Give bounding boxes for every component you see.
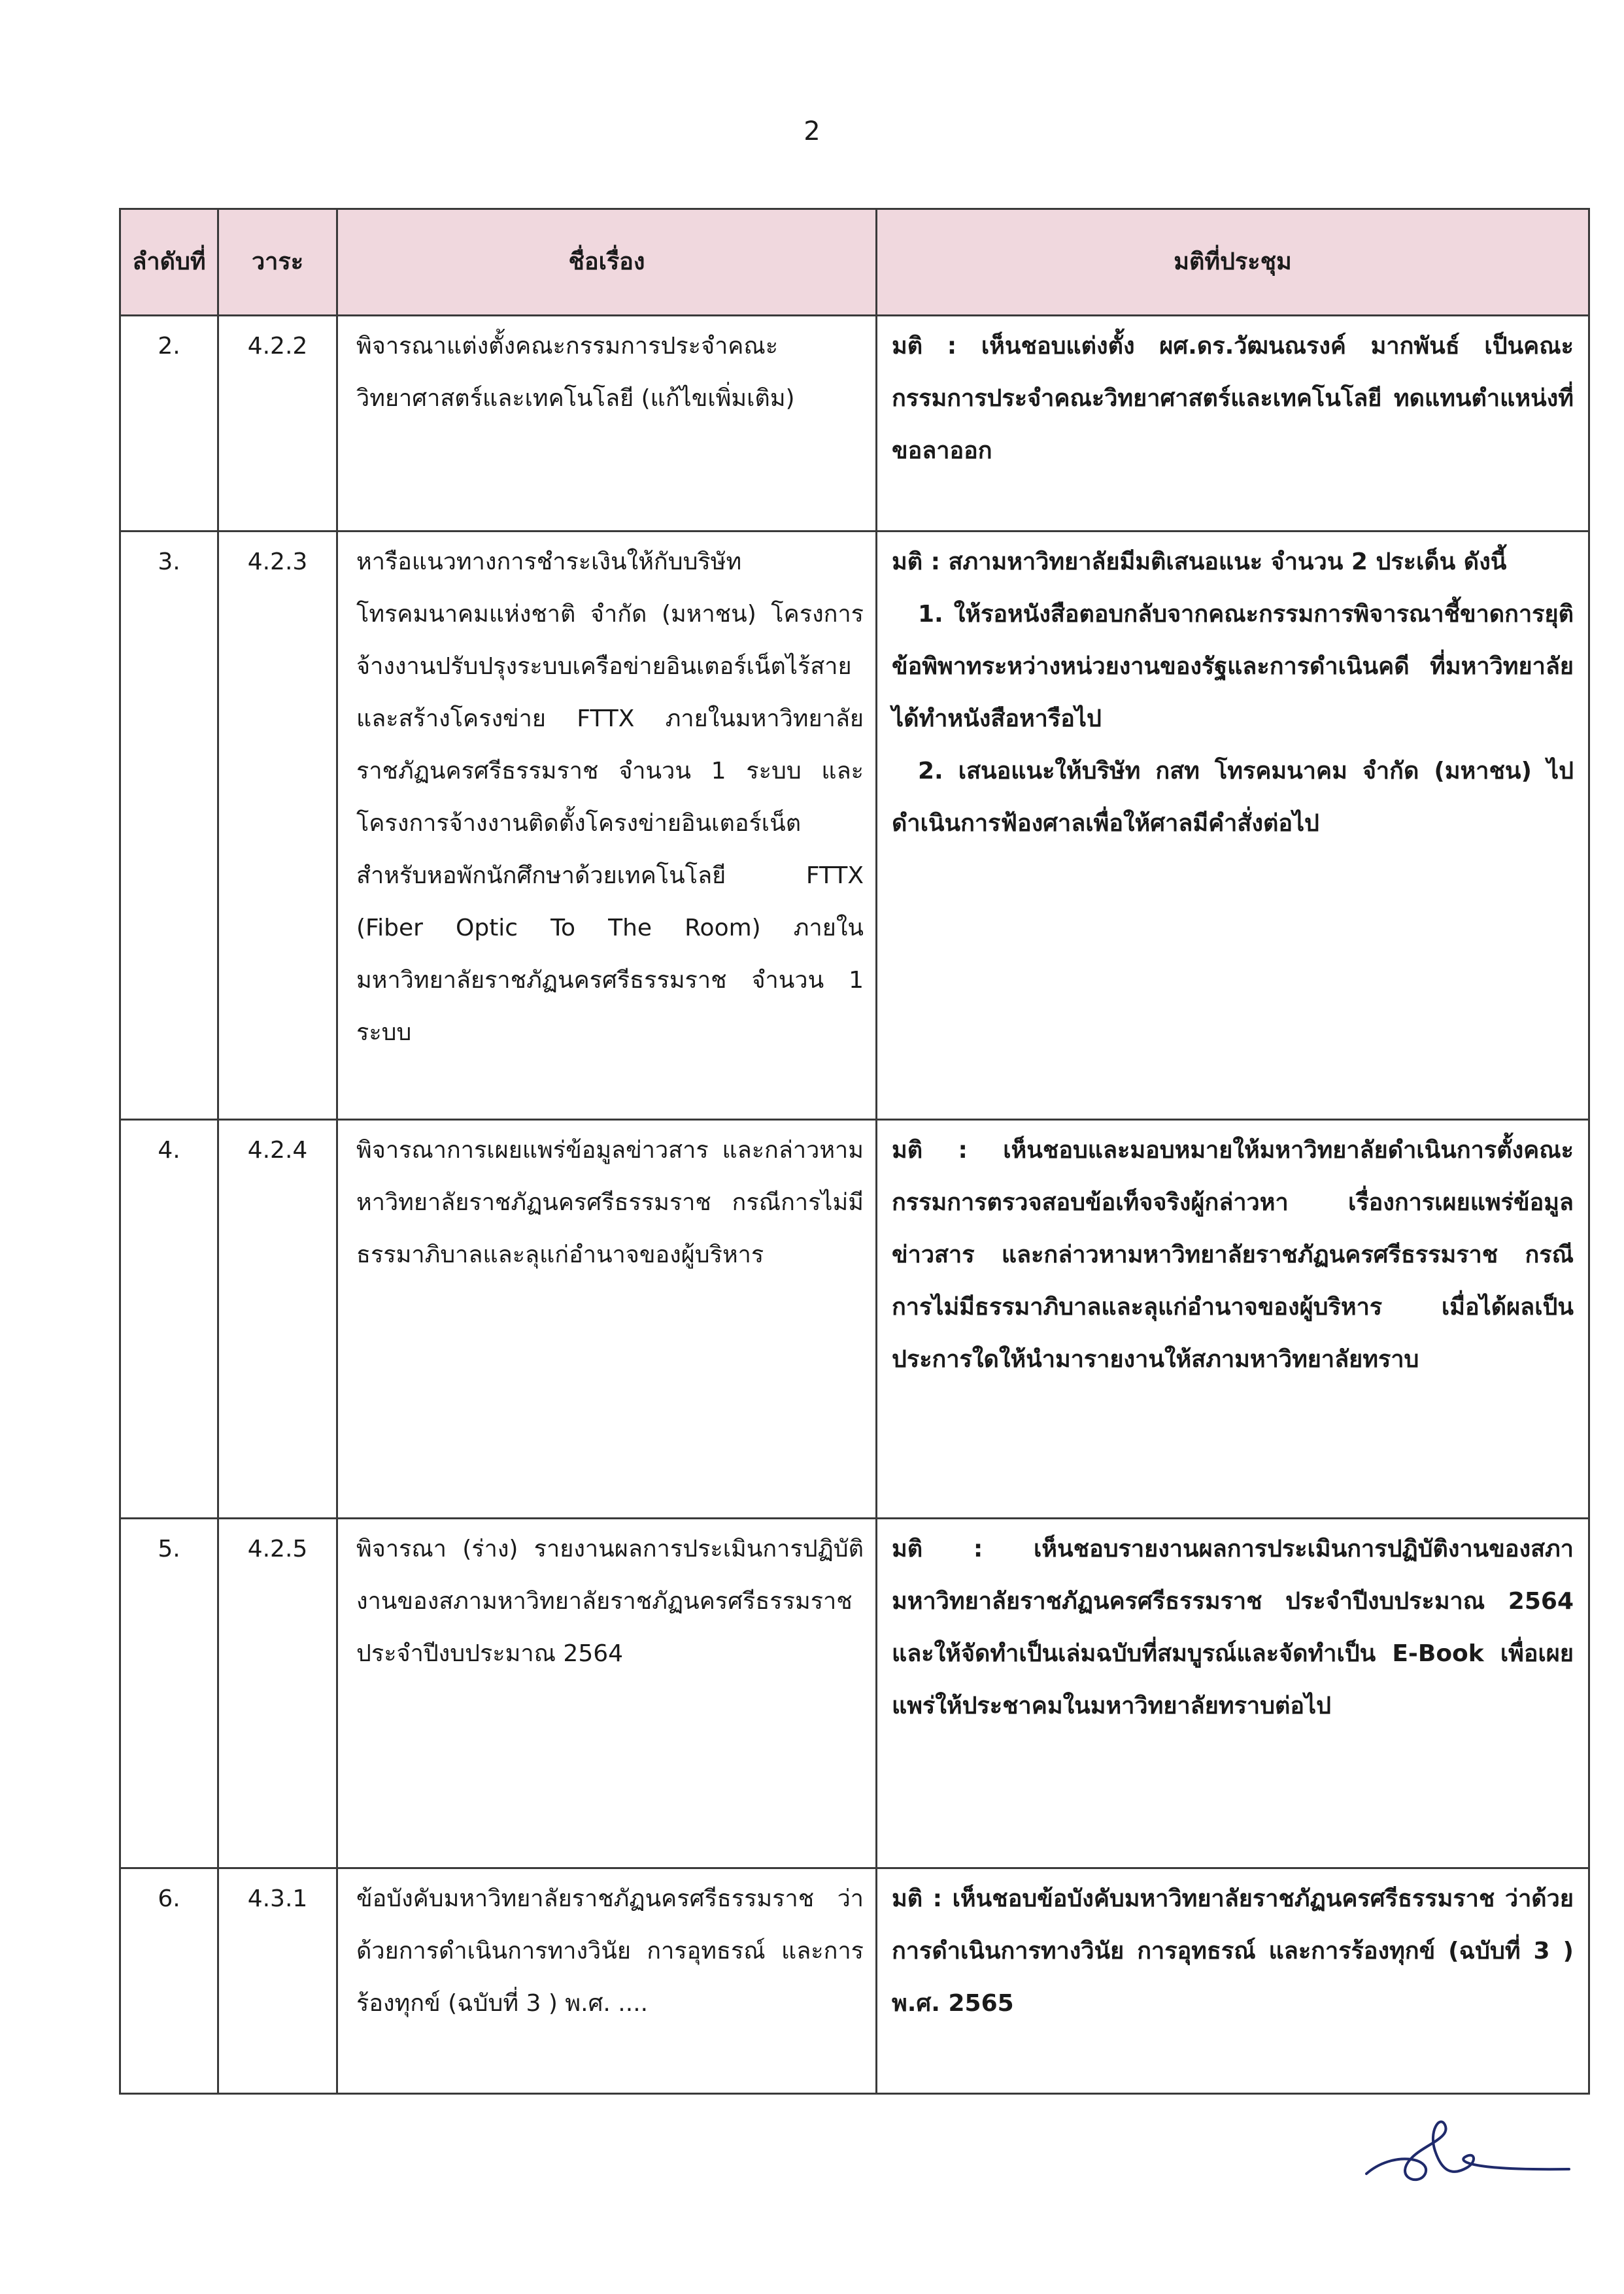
row-topic: พิจารณาการเผยแพร่ข้อมูลข่าวสาร และกล่าวหามหาวิทยาลัยราชภัฏนครศรีธรรมราช กรณีการไม่มีธรรมาภิบาลและลุแก่อำนาจของผู้บริหาร	[337, 1120, 877, 1519]
row-resolution	[877, 1868, 1589, 2094]
signature-mark	[1353, 2112, 1582, 2190]
resolution-item: 1. ให้รอหนังสือตอบกลับจากคณะกรรมการพิจารณาชี้ขาดการยุติข้อพิพาทระหว่างหน่วยงานของรัฐและการดำเนินคดี ที่มหาวิทยาลัยได้ทำหนังสือหารือไป	[892, 601, 1574, 732]
row-agenda: 4.2.2	[218, 316, 337, 531]
table-row	[120, 1868, 1589, 2094]
row-agenda: 4.2.3	[218, 531, 337, 1120]
row-agenda: 4.2.5	[218, 1519, 337, 1868]
resolution-text: มติ : เห็นชอบแต่งตั้ง ผศ.ดร.วัฒนณรงค์ มากพันธ์ เป็นคณะกรรมการประจำคณะวิทยาศาสตร์และเทคโนโลยี ทดแทนตำแหน่งที่ขอลาออก	[892, 333, 1574, 464]
header-topic: ชื่อเรื่อง	[337, 209, 877, 316]
row-no: 2.	[120, 316, 218, 531]
resolution-text: มติ : เห็นชอบและมอบหมายให้มหาวิทยาลัยดำเนินการตั้งคณะกรรมการตรวจสอบข้อเท็จจริงผู้กล่าวหา เรื่องการเผยแพร่ข้อมูลข่าวสาร และกล่าวหามหาวิทยาลัยราชภัฏนครศรีธรรมราช กรณีการไม่มีธรรมาภิบาลและลุแก่อำนาจของผู้บริหาร เมื่อได้ผลเป็นประการใดให้นำมารายงานให้สภามหาวิทยาลัยทราบ	[892, 1137, 1574, 1373]
row-resolution	[877, 316, 1589, 531]
row-resolution	[877, 1120, 1589, 1519]
resolution-text: มติ : เห็นชอบรายงานผลการประเมินการปฏิบัติงานของสภามหาวิทยาลัยราชภัฏนครศรีธรรมราช ประจำปีงบประมาณ 2564 และให้จัดทำเป็นเล่มฉบับที่สมบูรณ์และจัดทำเป็น E-Book เพื่อเผยแพร่ให้ประชาคมในมหาวิทยาลัยทราบต่อไป	[892, 1536, 1574, 1719]
table-row	[120, 316, 1589, 531]
row-agenda: 4.2.4	[218, 1120, 337, 1519]
row-resolution	[877, 1519, 1589, 1868]
header-resolution: มติที่ประชุม	[877, 209, 1589, 316]
row-no: 6.	[120, 1868, 218, 2094]
resolution-item: 2. เสนอแนะให้บริษัท กสท โทรคมนาคม จำกัด (มหาชน) ไปดำเนินการฟ้องศาลเพื่อให้ศาลมีคำสั่งต่อไป	[892, 758, 1574, 837]
table-row	[120, 531, 1589, 1120]
row-topic: พิจารณา (ร่าง) รายงานผลการประเมินการปฏิบัติงานของสภามหาวิทยาลัยราชภัฏนครศรีธรรมราช ประจำปีงบประมาณ 2564	[337, 1519, 877, 1868]
table-row	[120, 1120, 1589, 1519]
resolution-text: มติ : สภามหาวิทยาลัยมีมติเสนอแนะ จำนวน 2 ประเด็น ดังนี้	[892, 548, 1507, 575]
row-no: 3.	[120, 531, 218, 1120]
table-row	[120, 1519, 1589, 1868]
row-no: 4.	[120, 1120, 218, 1519]
row-no: 5.	[120, 1519, 218, 1868]
table-header-row	[120, 209, 1589, 316]
row-topic: ข้อบังคับมหาวิทยาลัยราชภัฏนครศรีธรรมราช ว่าด้วยการดำเนินการทางวินัย การอุทธรณ์ และการร้องทุกข์ (ฉบับที่ 3 ) พ.ศ. ....	[337, 1868, 877, 2094]
header-agenda: วาระ	[218, 209, 337, 316]
agenda-table	[119, 208, 1590, 2095]
row-agenda: 4.3.1	[218, 1868, 337, 2094]
resolution-text: มติ : เห็นชอบข้อบังคับมหาวิทยาลัยราชภัฏนครศรีธรรมราช ว่าด้วยการดำเนินการทางวินัย การอุทธรณ์ และการร้องทุกข์ (ฉบับที่ 3 ) พ.ศ. 2565	[892, 1885, 1574, 2017]
row-resolution	[877, 531, 1589, 1120]
row-topic: หารือแนวทางการชำระเงินให้กับบริษัท โทรคมนาคมแห่งชาติ จำกัด (มหาชน) โครงการจ้างงานปรับปรุงระบบเครือข่ายอินเตอร์เน็ตไร้สายและสร้างโครงข่าย FTTX ภายในมหาวิทยาลัยราชภัฏนครศรีธรรมราช จำนวน 1 ระบบ และโครงการจ้างงานติดตั้งโครงข่ายอินเตอร์เน็ตสำหรับหอพักนักศึกษาด้วยเทคโนโลยี FTTX (Fiber Optic To The Room) ภายในมหาวิทยาลัยราชภัฏนครศรีธรรมราช จำนวน 1 ระบบ	[337, 531, 877, 1120]
header-no: ลำดับที่	[120, 209, 218, 316]
row-topic: พิจารณาแต่งตั้งคณะกรรมการประจำคณะวิทยาศาสตร์และเทคโนโลยี (แก้ไขเพิ่มเติม)	[337, 316, 877, 531]
page-number: 2	[804, 116, 820, 146]
